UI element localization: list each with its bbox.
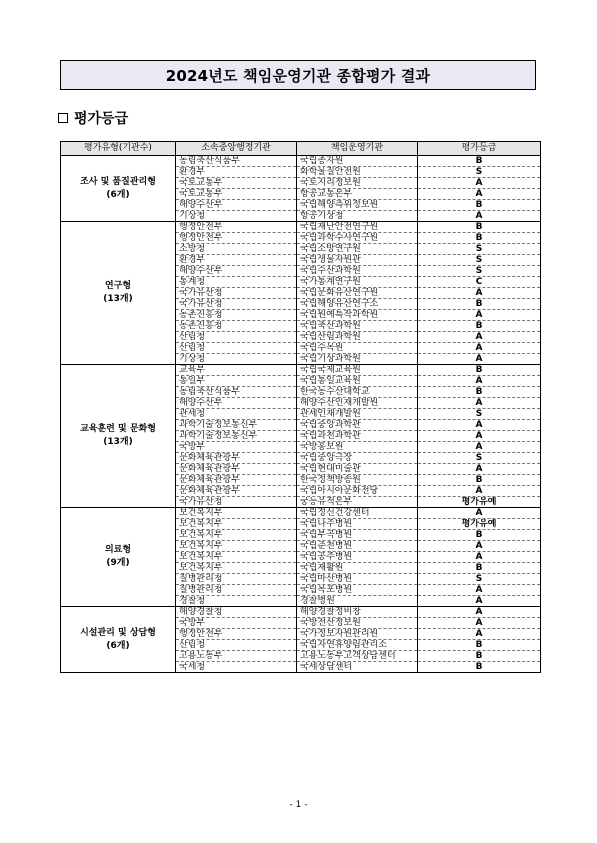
grade-cell: S <box>418 244 541 255</box>
header-ministry: 소속중앙행정기관 <box>176 142 297 156</box>
ministry-cell: 과학기술정보통신부 <box>176 431 297 442</box>
ministry-cell: 국세청 <box>176 662 297 673</box>
agency-cell: 국립종자원 <box>297 156 418 167</box>
grade-cell: S <box>418 574 541 585</box>
ministry-cell: 보건복지부 <box>176 563 297 574</box>
eval-type-name: 의료형 <box>104 545 132 556</box>
ministry-cell: 산림청 <box>176 343 297 354</box>
grade-cell: 평가유예 <box>418 519 541 530</box>
grade-cell: A <box>418 585 541 596</box>
grade-cell: B <box>418 530 541 541</box>
eval-type-count: (6개) <box>106 640 130 651</box>
agency-cell: 해양수산인재개발원 <box>297 398 418 409</box>
agency-cell: 국가통계연구원 <box>297 277 418 288</box>
agency-cell: 국방전산정보원 <box>297 618 418 629</box>
grade-cell: A <box>418 442 541 453</box>
header-grade: 평가등급 <box>418 142 541 156</box>
grade-cell: A <box>418 189 541 200</box>
grade-cell: B <box>418 387 541 398</box>
eval-type-name: 시설관리 및 상담형 <box>80 627 156 638</box>
ministry-cell: 문화체육관광부 <box>176 486 297 497</box>
agency-cell: 국립축산과학원 <box>297 321 418 332</box>
ministry-cell: 국토교통부 <box>176 178 297 189</box>
grade-cell: A <box>418 354 541 365</box>
agency-cell: 항공교통본부 <box>297 189 418 200</box>
agency-cell: 국립산림과학원 <box>297 332 418 343</box>
table-body <box>61 156 541 673</box>
ministry-cell: 환경부 <box>176 255 297 266</box>
eval-type-cell <box>61 156 176 222</box>
ministry-cell: 농촌진흥청 <box>176 310 297 321</box>
ministry-cell: 보건복지부 <box>176 519 297 530</box>
grade-cell: C <box>418 277 541 288</box>
ministry-cell: 통일부 <box>176 376 297 387</box>
agency-cell: 한국농수산대학교 <box>297 387 418 398</box>
agency-cell: 국립해양측위정보원 <box>297 200 418 211</box>
agency-cell: 국립해양유산연구소 <box>297 299 418 310</box>
grade-cell: A <box>418 464 541 475</box>
ministry-cell: 문화체육관광부 <box>176 464 297 475</box>
grade-cell: S <box>418 409 541 420</box>
ministry-cell: 교육부 <box>176 365 297 376</box>
grade-cell: A <box>418 618 541 629</box>
eval-type-cell <box>61 365 176 508</box>
agency-cell: 국립문화유산연구원 <box>297 288 418 299</box>
agency-cell: 국립원예특작과학원 <box>297 310 418 321</box>
grade-cell: B <box>418 156 541 167</box>
agency-cell: 국방홍보원 <box>297 442 418 453</box>
ministry-cell: 국가유산청 <box>176 299 297 310</box>
grade-cell: S <box>418 255 541 266</box>
agency-cell: 국토지리정보원 <box>297 178 418 189</box>
agency-cell: 국립춘천병원 <box>297 541 418 552</box>
ministry-cell: 행정안전부 <box>176 233 297 244</box>
grade-cell: A <box>418 486 541 497</box>
page-number: - 1 - <box>289 800 308 810</box>
agency-cell: 국립재난안전연구원 <box>297 222 418 233</box>
ministry-cell: 환경부 <box>176 167 297 178</box>
grade-cell: S <box>418 167 541 178</box>
agency-cell: 국립생물자원관 <box>297 255 418 266</box>
grade-cell: A <box>418 508 541 519</box>
eval-type-cell <box>61 607 176 673</box>
agency-cell: 국립나주병원 <box>297 519 418 530</box>
grade-cell: B <box>418 233 541 244</box>
grade-cell: A <box>418 332 541 343</box>
agency-cell: 국립중앙과학관 <box>297 420 418 431</box>
agency-cell: 국립과학수사연구원 <box>297 233 418 244</box>
grade-cell: B <box>418 563 541 574</box>
grade-cell: A <box>418 288 541 299</box>
ministry-cell: 해양수산부 <box>176 398 297 409</box>
ministry-cell: 경찰청 <box>176 596 297 607</box>
grade-cell: B <box>418 321 541 332</box>
ministry-cell: 국토교통부 <box>176 189 297 200</box>
ministry-cell: 소방청 <box>176 244 297 255</box>
ministry-cell: 산림청 <box>176 332 297 343</box>
ministry-cell: 해양경찰청 <box>176 607 297 618</box>
ministry-cell: 고용노동부 <box>176 651 297 662</box>
table-row <box>61 156 541 167</box>
grade-cell: B <box>418 475 541 486</box>
grade-cell: S <box>418 266 541 277</box>
eval-type-name: 교육훈련 및 문화형 <box>80 424 156 435</box>
grade-cell: A <box>418 398 541 409</box>
agency-cell: 국립과천과학관 <box>297 431 418 442</box>
agency-cell: 국립재활원 <box>297 563 418 574</box>
ministry-cell: 산림청 <box>176 640 297 651</box>
table-row <box>61 607 541 618</box>
ministry-cell: 행정안전부 <box>176 222 297 233</box>
table-row <box>61 365 541 376</box>
ministry-cell: 해양수산부 <box>176 266 297 277</box>
ministry-cell: 행정안전부 <box>176 629 297 640</box>
grade-cell: S <box>418 453 541 464</box>
eval-type-count: (9개) <box>106 558 130 568</box>
grade-cell: A <box>418 552 541 563</box>
grade-cell: A <box>418 596 541 607</box>
agency-cell: 한국정책방송원 <box>297 475 418 486</box>
ministry-cell: 보건복지부 <box>176 530 297 541</box>
ministry-cell: 보건복지부 <box>176 508 297 519</box>
grade-cell: A <box>418 629 541 640</box>
agency-cell: 국립자연휴양림관리소 <box>297 640 418 651</box>
eval-type-cell <box>61 508 176 607</box>
section-title: 평가등급 <box>74 111 129 127</box>
grade-cell: B <box>418 651 541 662</box>
ministry-cell: 문화체육관광부 <box>176 453 297 464</box>
eval-type-cell <box>61 222 176 365</box>
grade-cell: A <box>418 607 541 618</box>
ministry-cell: 국가유산청 <box>176 497 297 508</box>
grade-cell: B <box>418 200 541 211</box>
agency-cell: 궁능유적본부 <box>297 497 418 508</box>
grade-cell: A <box>418 376 541 387</box>
header-eval-type: 평가유형(기관수) <box>61 142 176 156</box>
table-header-row <box>61 142 541 156</box>
eval-type-name: 연구형 <box>104 281 132 292</box>
grade-cell: B <box>418 222 541 233</box>
grade-cell: A <box>418 343 541 354</box>
agency-cell: 국립국제교육원 <box>297 365 418 376</box>
agency-cell: 국립정신건강센터 <box>297 508 418 519</box>
agency-cell: 국립수산과학원 <box>297 266 418 277</box>
ministry-cell: 국방부 <box>176 442 297 453</box>
agency-cell: 국립소방연구원 <box>297 244 418 255</box>
section-heading <box>58 108 128 128</box>
grade-cell: B <box>418 640 541 651</box>
table-row <box>61 222 541 233</box>
grade-cell: A <box>418 541 541 552</box>
ministry-cell: 기상청 <box>176 211 297 222</box>
ministry-cell: 문화체육관광부 <box>176 475 297 486</box>
agency-cell: 화학물질안전원 <box>297 167 418 178</box>
agency-cell: 경찰병원 <box>297 596 418 607</box>
agency-cell: 고용노동부고객상담센터 <box>297 651 418 662</box>
ministry-cell: 농림축산식품부 <box>176 387 297 398</box>
ministry-cell: 해양수산부 <box>176 200 297 211</box>
ministry-cell: 국가유산청 <box>176 288 297 299</box>
page-title-text: 2024년도 책임운영기관 종합평가 결과 <box>165 66 431 85</box>
ministry-cell: 질병관리청 <box>176 585 297 596</box>
grade-cell: A <box>418 420 541 431</box>
grade-cell: B <box>418 365 541 376</box>
agency-cell: 국립마산병원 <box>297 574 418 585</box>
grade-cell: A <box>418 178 541 189</box>
agency-cell: 관세인재개발원 <box>297 409 418 420</box>
agency-cell: 국립통일교육원 <box>297 376 418 387</box>
eval-type-count: (6개) <box>106 189 130 200</box>
grade-cell: B <box>418 299 541 310</box>
ministry-cell: 보건복지부 <box>176 552 297 563</box>
ministry-cell: 국방부 <box>176 618 297 629</box>
eval-type-count: (13개) <box>103 437 133 447</box>
agency-cell: 국립아시아문화전당 <box>297 486 418 497</box>
agency-cell: 국립수목원 <box>297 343 418 354</box>
ministry-cell: 통계청 <box>176 277 297 288</box>
grade-cell: B <box>418 662 541 673</box>
ministry-cell: 기상청 <box>176 354 297 365</box>
agency-cell: 국립중앙극장 <box>297 453 418 464</box>
agency-cell: 국가정보자원관리원 <box>297 629 418 640</box>
ministry-cell: 과학기술정보통신부 <box>176 420 297 431</box>
eval-type-count: (13개) <box>103 294 133 304</box>
agency-cell: 해양경찰정비창 <box>297 607 418 618</box>
ministry-cell: 농촌진흥청 <box>176 321 297 332</box>
grade-cell: A <box>418 211 541 222</box>
agency-cell: 국립부곡병원 <box>297 530 418 541</box>
agency-cell: 국립현대미술관 <box>297 464 418 475</box>
agency-cell: 항공기상청 <box>297 211 418 222</box>
page-title <box>60 60 536 90</box>
agency-cell: 국세상담센터 <box>297 662 418 673</box>
agency-cell: 국립공주병원 <box>297 552 418 563</box>
ministry-cell: 관세청 <box>176 409 297 420</box>
agency-cell: 국립목포병원 <box>297 585 418 596</box>
header-agency: 책임운영기관 <box>297 142 418 156</box>
checkbox-square-icon <box>58 113 68 123</box>
grade-cell: A <box>418 310 541 321</box>
table-row <box>61 508 541 519</box>
grade-cell: A <box>418 431 541 442</box>
eval-type-name: 조사 및 품질관리형 <box>80 176 156 187</box>
grade-table <box>60 141 541 673</box>
ministry-cell: 질병관리청 <box>176 574 297 585</box>
grade-cell: 평가유예 <box>418 497 541 508</box>
ministry-cell: 농림축산식품부 <box>176 156 297 167</box>
agency-cell: 국립기상과학원 <box>297 354 418 365</box>
ministry-cell: 보건복지부 <box>176 541 297 552</box>
